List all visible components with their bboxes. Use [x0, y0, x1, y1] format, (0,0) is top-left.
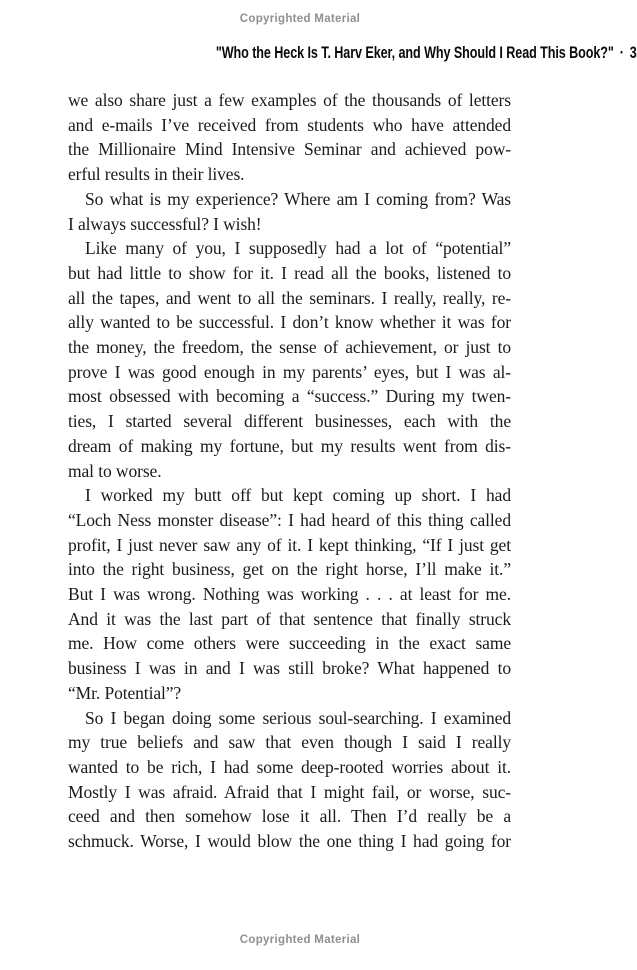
- text-line: ties, I started several different businesses, each with the: [68, 411, 511, 432]
- text-line: we also share just a few examples of the thousands of letters: [68, 90, 511, 110]
- text-line: I worked my butt off but kept coming up short. I had: [85, 485, 511, 506]
- text-line: wanted to be rich, I had some deep-rooted worries about it.: [68, 756, 511, 777]
- text-line: the money, the freedom, the sense of achievement, or just to: [68, 337, 511, 358]
- page-number: 3: [629, 43, 637, 62]
- text-line: prove I was good enough in my parents’ eyes, but I was al-: [68, 361, 511, 382]
- text-line: “Mr. Potential”?: [68, 682, 182, 703]
- body-text: [68, 88, 511, 854]
- text-line: ally wanted to be successful. I don’t know whether it was for: [68, 312, 511, 333]
- text-line: the Millionaire Mind Intensive Seminar and achieved pow-: [68, 139, 511, 160]
- text-line: schmuck. Worse, I would blow the one thing I had going for: [68, 831, 511, 852]
- text-line: Like many of you, I supposedly had a lot of “potential”: [85, 238, 511, 259]
- running-head: [68, 43, 637, 63]
- text-line: So I began doing some serious soul-searching. I examined: [85, 707, 511, 728]
- copyright-notice-top: Copyrighted Material: [239, 13, 361, 25]
- text-line: me. How come others were succeeding in the exact same: [68, 633, 511, 654]
- running-head-separator: ·: [619, 43, 624, 62]
- copyright-notice-bottom: Copyrighted Material: [239, 934, 361, 946]
- text-line: I always successful? I wish!: [68, 213, 262, 234]
- text-line: most obsessed with becoming a “success.” During my twen-: [68, 386, 511, 407]
- text-line: into the right business, get on the right horse, I’ll make it.”: [68, 559, 511, 580]
- text-line: mal to worse.: [68, 460, 162, 481]
- text-line: all the tapes, and went to all the seminars. I really, really, re-: [68, 287, 511, 308]
- text-line: but had little to show for it. I read all the books, listened to: [68, 262, 511, 283]
- text-line: business I was in and I was still broke? What happened to: [68, 658, 511, 679]
- running-head-inner: [216, 43, 637, 63]
- text-line: And it was the last part of that sentence that finally struck: [68, 608, 511, 629]
- text-line: But I was wrong. Nothing was working . . . at least for me.: [68, 584, 511, 605]
- text-line: erful results in their lives.: [68, 164, 245, 185]
- text-line: and e-mails I’ve received from students who have attended: [68, 114, 511, 135]
- text-line: dream of making my fortune, but my results went from dis-: [68, 435, 511, 456]
- text-line: Mostly I was afraid. Afraid that I might fail, or worse, suc-: [68, 781, 511, 802]
- text-line: ceed and then somehow lose it all. Then I’d really be a: [68, 806, 511, 827]
- text-line: my true beliefs and saw that even though I said I really: [68, 732, 511, 753]
- running-head-title: "Who the Heck Is T. Harv Eker, and Why Should I Read This Book?": [215, 43, 614, 62]
- text-line: “Loch Ness monster disease”: I had heard of this thing called: [68, 509, 511, 530]
- text-line: profit, I just never saw any of it. I kept thinking, “If I just get: [68, 534, 511, 555]
- text-line: So what is my experience? Where am I coming from? Was: [85, 188, 511, 209]
